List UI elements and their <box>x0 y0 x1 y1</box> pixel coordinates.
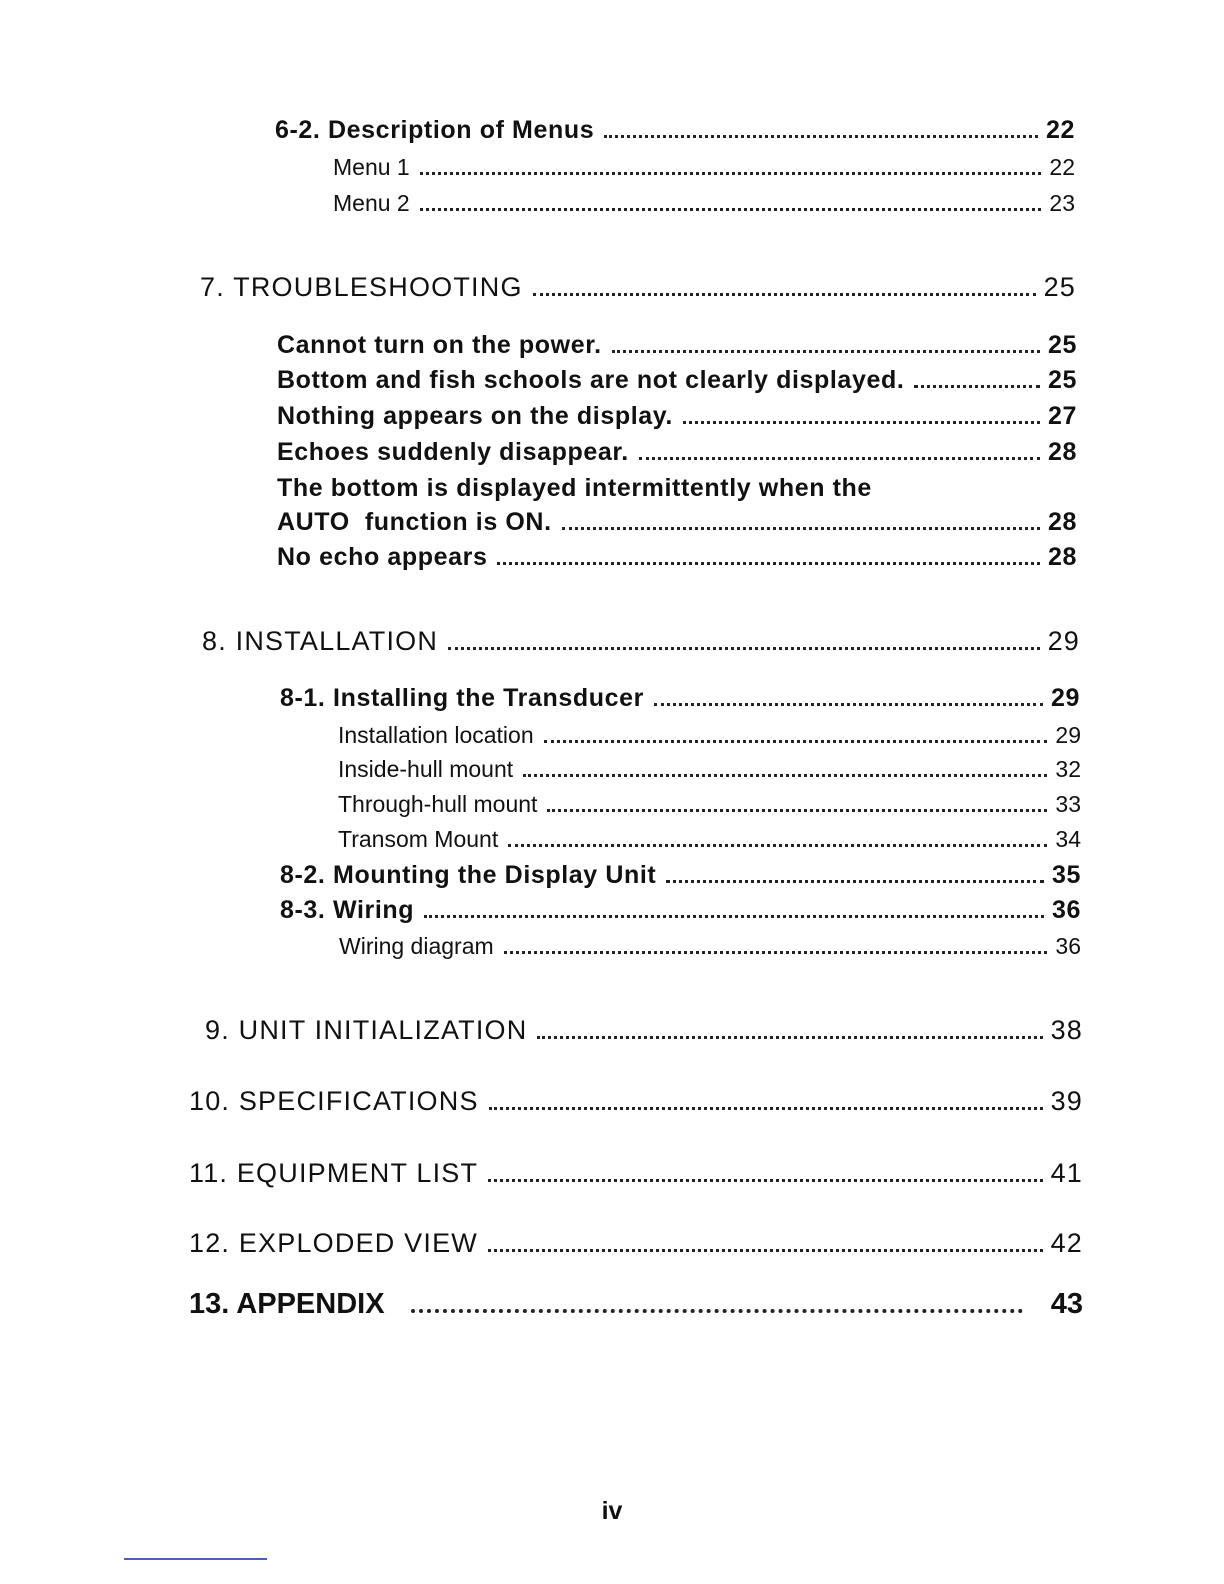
toc-page: 28 <box>1047 438 1077 466</box>
toc-entry-11[interactable] <box>189 1158 1083 1189</box>
toc-entry-6-2[interactable] <box>275 116 1075 145</box>
toc-entry-t3[interactable] <box>277 402 1077 431</box>
leader-dots <box>448 647 1040 650</box>
toc-page: 25 <box>1047 366 1077 394</box>
toc-page: 29 <box>1050 684 1080 712</box>
toc-entry-12[interactable] <box>189 1228 1083 1259</box>
toc-entry-menu-1[interactable] <box>333 154 1075 181</box>
toc-label: Menu 1 <box>333 154 410 180</box>
leader-dots <box>420 172 1042 175</box>
toc-entry-installation-location[interactable] <box>338 722 1081 749</box>
toc-label: 10. SPECIFICATIONS <box>189 1086 479 1116</box>
toc-label: 8. INSTALLATION <box>202 626 439 656</box>
toc-entry-wiring-diagram[interactable] <box>339 933 1081 960</box>
toc-page: 38 <box>1050 1015 1083 1045</box>
toc-label: Nothing appears on the display. <box>277 402 673 430</box>
leader-dots <box>420 208 1042 211</box>
toc-page: 34 <box>1055 826 1081 852</box>
toc-label: Echoes suddenly disappear. <box>277 438 629 466</box>
toc-page: 29 <box>1055 722 1081 748</box>
toc-entry-inside-hull-mount[interactable] <box>338 756 1081 783</box>
toc-label: Cannot turn on the power. <box>277 331 602 359</box>
toc-page: 28 <box>1047 508 1077 536</box>
toc-label: Inside-hull mount <box>338 756 514 782</box>
leader-dots <box>604 135 1038 138</box>
toc-page: 35 <box>1051 861 1081 889</box>
leader-dots <box>489 1107 1043 1110</box>
toc-label: AUTO function is ON. <box>277 508 552 536</box>
toc-entry-8-3[interactable] <box>280 896 1081 925</box>
leader-dots <box>424 915 1044 918</box>
toc-label: Menu 2 <box>333 190 410 216</box>
toc-page: 22 <box>1045 116 1075 144</box>
leader-dots <box>411 1309 1023 1313</box>
leader-dots <box>523 774 1047 777</box>
toc-page: 39 <box>1050 1086 1083 1116</box>
leader-dots <box>562 527 1040 530</box>
leader-dots <box>488 1179 1042 1182</box>
leader-dots <box>547 809 1047 812</box>
toc-entry-t4[interactable] <box>277 438 1077 467</box>
margin-rule <box>124 1558 267 1560</box>
toc-label: 13. APPENDIX <box>189 1288 385 1320</box>
toc-entry-t6[interactable] <box>277 543 1077 572</box>
toc-label: Through-hull mount <box>338 791 538 817</box>
toc-page: 22 <box>1049 154 1075 180</box>
toc-label: No echo appears <box>277 543 488 571</box>
toc-page: 27 <box>1047 402 1077 430</box>
toc-label: 6-2. Description of Menus <box>275 116 595 144</box>
toc-page: 32 <box>1055 756 1081 782</box>
leader-dots <box>654 703 1043 706</box>
toc-label: 9. UNIT INITIALIZATION <box>205 1015 528 1045</box>
toc-label: 8-1. Installing the Transducer <box>280 684 644 712</box>
page-number: iv <box>601 1497 623 1525</box>
toc-entry-8-2[interactable] <box>280 861 1081 890</box>
toc-entry-t5-line1: The bottom is displayed intermittently when the <box>277 474 872 502</box>
leader-dots <box>914 385 1040 388</box>
leader-dots <box>666 880 1044 883</box>
toc-entry-7[interactable] <box>200 272 1076 303</box>
toc-label: 11. EQUIPMENT LIST <box>189 1158 479 1188</box>
leader-dots <box>544 740 1048 743</box>
toc-label: Bottom and fish schools are not clearly displayed. <box>277 366 905 394</box>
toc-entry-13[interactable] <box>189 1288 1083 1321</box>
toc-label: Wiring diagram <box>339 933 494 959</box>
toc-page: 36 <box>1051 896 1081 924</box>
toc-page: 42 <box>1050 1228 1083 1258</box>
toc-label: Transom Mount <box>338 826 499 852</box>
toc-page: 36 <box>1055 933 1081 959</box>
toc-page: 29 <box>1047 626 1080 656</box>
toc-page: 25 <box>1047 331 1077 359</box>
toc-entry-t2[interactable] <box>277 366 1077 395</box>
leader-dots <box>497 562 1040 565</box>
toc-entry-10[interactable] <box>189 1086 1083 1117</box>
toc-label: 8-2. Mounting the Display Unit <box>280 861 657 889</box>
leader-dots <box>533 293 1036 296</box>
leader-dots <box>683 421 1040 424</box>
leader-dots <box>488 1249 1043 1252</box>
toc-entry-t1[interactable] <box>277 331 1077 360</box>
toc-entry-menu-2[interactable] <box>333 190 1075 217</box>
leader-dots <box>612 350 1040 353</box>
toc-entry-8[interactable] <box>202 626 1080 657</box>
toc-label: 12. EXPLODED VIEW <box>189 1228 478 1258</box>
toc-page: 25 <box>1043 272 1076 302</box>
toc-page: 43 <box>1050 1288 1083 1320</box>
toc-entry-t5[interactable] <box>277 508 1077 537</box>
toc-page: 33 <box>1055 791 1081 817</box>
toc-label: 7. TROUBLESHOOTING <box>200 272 523 302</box>
toc-entry-8-1[interactable] <box>280 684 1080 713</box>
toc-label: 8-3. Wiring <box>280 896 415 924</box>
toc-entry-9[interactable] <box>205 1015 1083 1046</box>
leader-dots <box>537 1036 1042 1039</box>
toc-label: Installation location <box>338 722 534 748</box>
toc-page: 41 <box>1050 1158 1083 1188</box>
leader-dots <box>639 457 1040 460</box>
toc-entry-transom-mount[interactable] <box>338 826 1081 853</box>
leader-dots <box>504 951 1048 954</box>
toc-page: 23 <box>1049 190 1075 216</box>
toc-entry-through-hull-mount[interactable] <box>338 791 1081 818</box>
leader-dots <box>508 844 1047 847</box>
toc-page: 28 <box>1047 543 1077 571</box>
